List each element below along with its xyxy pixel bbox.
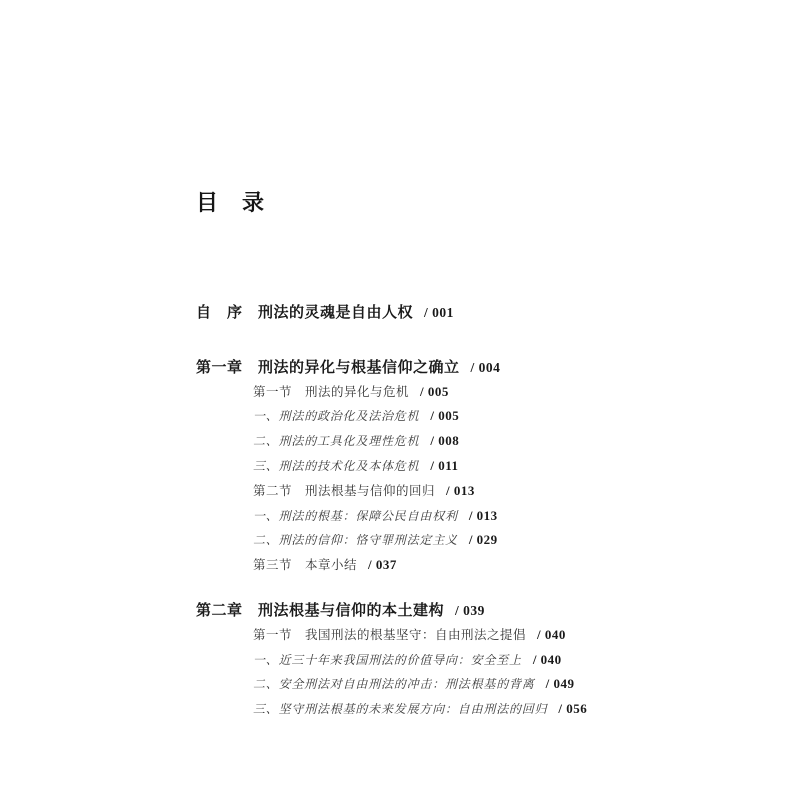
toc-entry-item <box>196 404 676 429</box>
page-title: 目 录 <box>196 190 266 216</box>
toc-entry-text: 第三节 本章小结 <box>253 557 358 573</box>
toc-entry-item <box>196 429 676 454</box>
toc-entry-chapter-2 <box>196 598 676 623</box>
toc-entry-section <box>196 479 676 504</box>
toc-entry-text: 第一节 我国刑法的根基坚守：自由刑法之提倡 <box>253 626 527 642</box>
toc-entry-item <box>196 504 676 529</box>
toc-entry-page: / 039 <box>455 602 485 618</box>
toc-entry-item <box>196 648 676 673</box>
toc-entry-text: 第一节 刑法的异化与危机 <box>253 383 410 399</box>
toc-entry-text: 三、刑法的技术化及本体危机 <box>253 458 420 473</box>
toc-entry-page: / 001 <box>424 305 454 320</box>
toc-entry-page: / 056 <box>558 701 588 717</box>
toc-entry-page: / 011 <box>430 457 459 473</box>
toc-entry-item <box>196 697 676 722</box>
toc-entry-item <box>196 528 676 553</box>
toc-entry-page: / 005 <box>430 408 460 424</box>
toc-entry-item <box>196 672 676 697</box>
toc-entry-page: / 049 <box>545 676 575 692</box>
toc-entry-page: / 040 <box>537 626 566 642</box>
toc-entry-text: 三、坚守刑法根基的未来发展方向：自由刑法的回归 <box>253 702 548 717</box>
toc-entry-section <box>196 380 676 405</box>
toc-entry-section <box>196 553 676 578</box>
toc-entry-page: / 013 <box>468 507 498 523</box>
toc-entry-text: 二、刑法的信仰：恪守罪刑法定主义 <box>253 533 458 548</box>
toc-entry-text: 二、刑法的工具化及理性危机 <box>253 434 420 449</box>
toc-entry-section <box>196 623 676 648</box>
toc-entry-text: 一、刑法的根基：保障公民自由权利 <box>253 508 458 523</box>
toc-entry-page: / 008 <box>430 433 460 449</box>
toc-entry-text: 二、安全刑法对自由刑法的冲击：刑法根基的背离 <box>253 677 535 692</box>
toc-entry-text: 第一章 刑法的异化与根基信仰之确立 <box>196 357 460 376</box>
toc-entry-page: / 004 <box>470 359 501 375</box>
toc-entry-page: / 013 <box>446 482 475 498</box>
toc-entry-text: 第二节 刑法根基与信仰的回归 <box>253 482 436 498</box>
toc-entry-page: / 005 <box>420 383 449 399</box>
toc-entry-text: 一、刑法的政治化及法治危机 <box>253 409 420 424</box>
toc-entry-chapter-1 <box>196 355 676 380</box>
toc-entry-text: 一、近三十年来我国刑法的价值导向：安全至上 <box>253 652 522 667</box>
toc-entry-text: 自 序 刑法的灵魂是自由人权 <box>196 303 414 321</box>
toc-list <box>196 300 676 722</box>
toc-entry-item <box>196 454 676 479</box>
toc-entry-page: / 040 <box>532 651 562 667</box>
toc-entry-page: / 029 <box>468 532 498 548</box>
toc-entry-page: / 037 <box>368 557 397 573</box>
toc-entry-text: 第二章 刑法根基与信仰的本土建构 <box>196 600 445 619</box>
toc-entry-preface <box>196 300 676 325</box>
